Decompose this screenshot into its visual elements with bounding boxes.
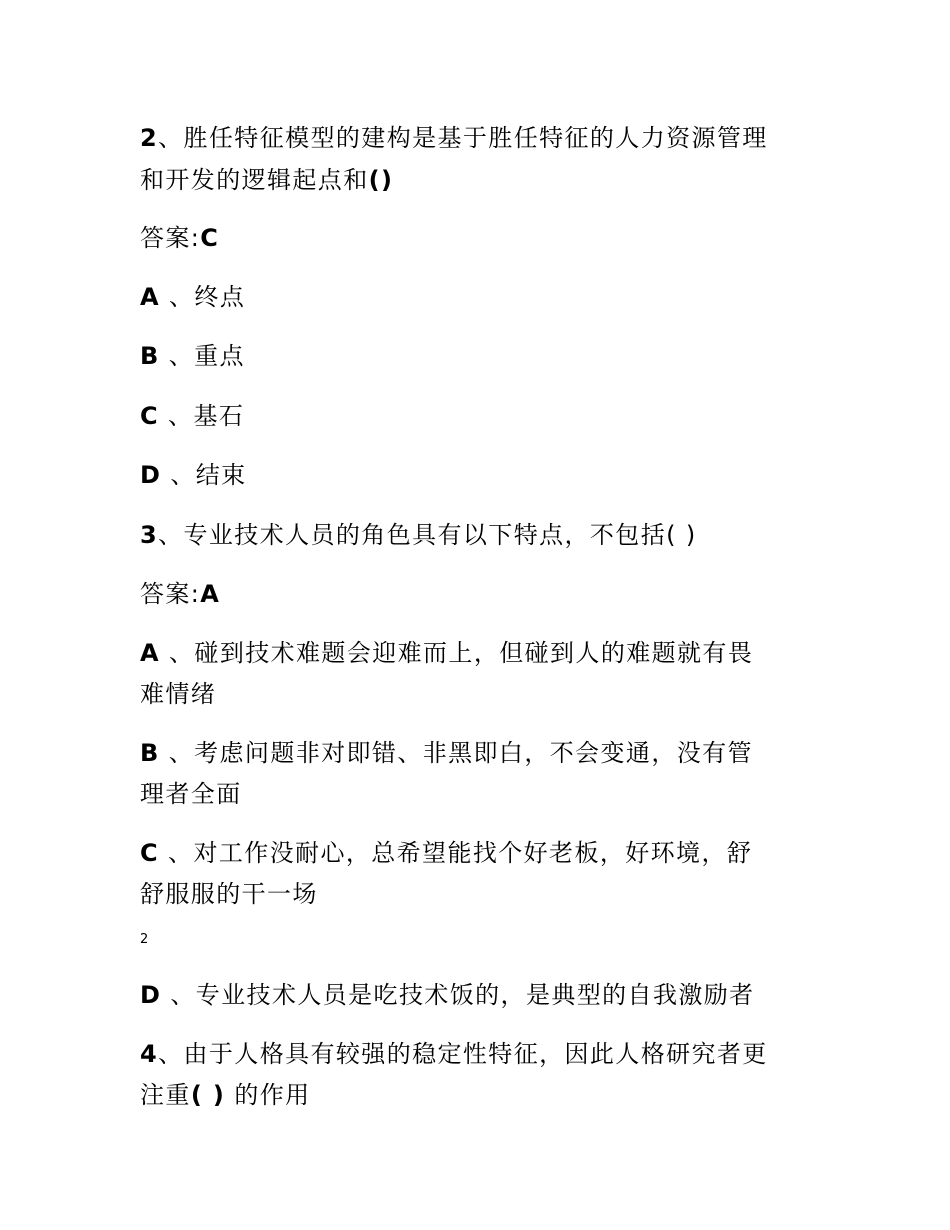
question-3-option-b-line-2: 理者全面 — [140, 780, 242, 808]
question-3-option-a-line-2: 难情绪 — [140, 680, 217, 708]
question-4-stem-line-2: 注重( ) 的作用 — [140, 1081, 311, 1109]
question-3-option-d: D 、专业技术人员是吃技术饭的，是典型的自我激励者 — [140, 981, 755, 1009]
question-2-option-b: B 、重点 — [140, 342, 245, 370]
question-3-option-b-line-1: B 、考虑问题非对即错、非黑即白，不会变通，没有管 — [140, 739, 753, 767]
question-3-option-a-line-1: A 、碰到技术难题会迎难而上，但碰到人的难题就有畏 — [140, 639, 754, 667]
question-3-option-c-line-1: C 、对工作没耐心，总希望能找个好老板，好环境，舒 — [140, 839, 753, 867]
question-2-stem-line-2: 和开发的逻辑起点和() — [140, 166, 394, 194]
page-number: 2 — [140, 932, 149, 947]
question-2-stem-line-1: 2、胜任特征模型的建构是基于胜任特征的人力资源管理 — [140, 124, 768, 152]
question-2-option-c: C 、基石 — [140, 402, 245, 430]
question-3-stem: 3、专业技术人员的角色具有以下特点，不包括( ) — [140, 521, 697, 549]
question-3-answer: 答案:A — [140, 580, 221, 608]
question-3-option-c-line-2: 舒服服的干一场 — [140, 880, 318, 908]
question-2-option-d: D 、结束 — [140, 461, 247, 489]
question-2-option-a: A 、终点 — [140, 283, 246, 311]
question-2-answer: 答案:C — [140, 224, 220, 252]
question-4-stem-line-1: 4、由于人格具有较强的稳定性特征，因此人格研究者更 — [140, 1040, 768, 1068]
